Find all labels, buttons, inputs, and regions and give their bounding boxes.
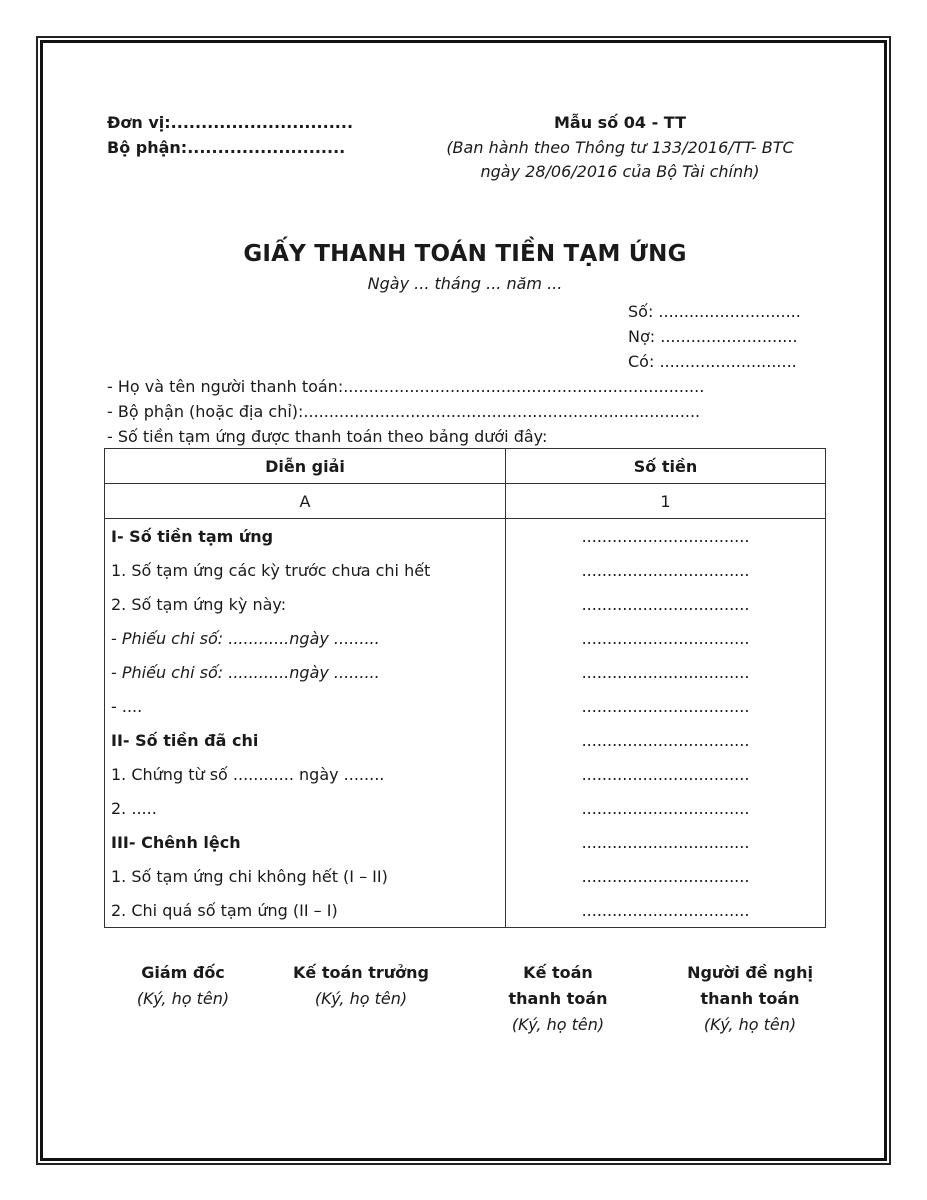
row-amount: .................................	[506, 689, 826, 723]
field-full-name: - Họ và tên người thanh toán:.......................................................................	[107, 377, 705, 396]
table-row	[105, 791, 826, 825]
form-number: Mẫu số 04 - TT	[553, 113, 686, 132]
signature-payment-accountant	[478, 960, 638, 1038]
signature-chief-accountant	[271, 960, 451, 1012]
table-row	[105, 519, 826, 554]
signature-requester	[665, 960, 835, 1038]
ref-no: Nợ: ...........................	[628, 327, 798, 346]
row-description: - Phiếu chi số: ............ngày .........	[105, 655, 506, 689]
column-code-a: A	[105, 484, 506, 519]
row-description: I- Số tiền tạm ứng	[105, 519, 506, 554]
signature-title-2: thanh toán	[508, 989, 608, 1008]
bo-phan-line: Bộ phận:..........................	[107, 138, 346, 157]
row-amount: .................................	[506, 621, 826, 655]
issued-by-line-1: (Ban hành theo Thông tư 133/2016/TT- BTC	[446, 138, 794, 157]
table-row	[105, 859, 826, 893]
signature-title: Người đề nghị	[687, 963, 813, 982]
document-title: GIẤY THANH TOÁN TIỀN TẠM ỨNG	[243, 241, 687, 267]
row-description: III- Chênh lệch	[105, 825, 506, 859]
ref-so: Số: ............................	[628, 302, 801, 321]
row-description: 2. Chi quá số tạm ứng (II – I)	[105, 893, 506, 928]
table-row	[105, 825, 826, 859]
row-amount: .................................	[506, 723, 826, 757]
row-amount: .................................	[506, 519, 826, 554]
row-amount: .................................	[506, 893, 826, 928]
don-vi-line: Đơn vị:..............................	[107, 113, 354, 132]
row-description: - Phiếu chi số: ............ngày .........	[105, 621, 506, 655]
field-amount-intro: - Số tiền tạm ứng được thanh toán theo bảng dưới đây:	[107, 427, 548, 446]
row-amount: .................................	[506, 587, 826, 621]
header-description: Diễn giải	[105, 449, 506, 484]
settlement-table	[104, 448, 826, 928]
row-description: 1. Chứng từ số ............ ngày ........	[105, 757, 506, 791]
row-description: - ....	[105, 689, 506, 723]
row-description: 2. Số tạm ứng kỳ này:	[105, 587, 506, 621]
signature-director	[103, 960, 263, 1012]
signature-title: Kế toán	[523, 963, 593, 982]
row-description: 1. Số tạm ứng chi không hết (I – II)	[105, 859, 506, 893]
row-amount: .................................	[506, 791, 826, 825]
date-line: Ngày ... tháng ... năm ...	[367, 274, 563, 293]
table-row	[105, 587, 826, 621]
row-description: 2. .....	[105, 791, 506, 825]
table-row	[105, 655, 826, 689]
row-amount: .................................	[506, 825, 826, 859]
column-code-row	[105, 484, 826, 519]
row-amount: .................................	[506, 655, 826, 689]
table-row	[105, 757, 826, 791]
row-amount: .................................	[506, 553, 826, 587]
table-row	[105, 621, 826, 655]
table-row	[105, 893, 826, 928]
table-header-row	[105, 449, 826, 484]
signature-title: Giám đốc	[141, 963, 225, 982]
column-code-1: 1	[506, 484, 826, 519]
signature-note: (Ký, họ tên)	[511, 1015, 605, 1034]
row-amount: .................................	[506, 757, 826, 791]
signature-note: (Ký, họ tên)	[703, 1015, 797, 1034]
signature-title: Kế toán trưởng	[293, 963, 429, 982]
header-amount: Số tiền	[506, 449, 826, 484]
row-amount: .................................	[506, 859, 826, 893]
table-row	[105, 553, 826, 587]
issued-by-line-2: ngày 28/06/2016 của Bộ Tài chính)	[480, 162, 760, 181]
row-description: 1. Số tạm ứng các kỳ trước chưa chi hết	[105, 553, 506, 587]
ref-co: Có: ...........................	[628, 352, 797, 371]
signature-note: (Ký, họ tên)	[136, 989, 230, 1008]
table-row	[105, 689, 826, 723]
table-row	[105, 723, 826, 757]
signature-title-2: thanh toán	[700, 989, 800, 1008]
row-description: II- Số tiền đã chi	[105, 723, 506, 757]
signature-note: (Ký, họ tên)	[314, 989, 408, 1008]
field-department: - Bộ phận (hoặc địa chỉ):..............................................................................	[107, 402, 701, 421]
